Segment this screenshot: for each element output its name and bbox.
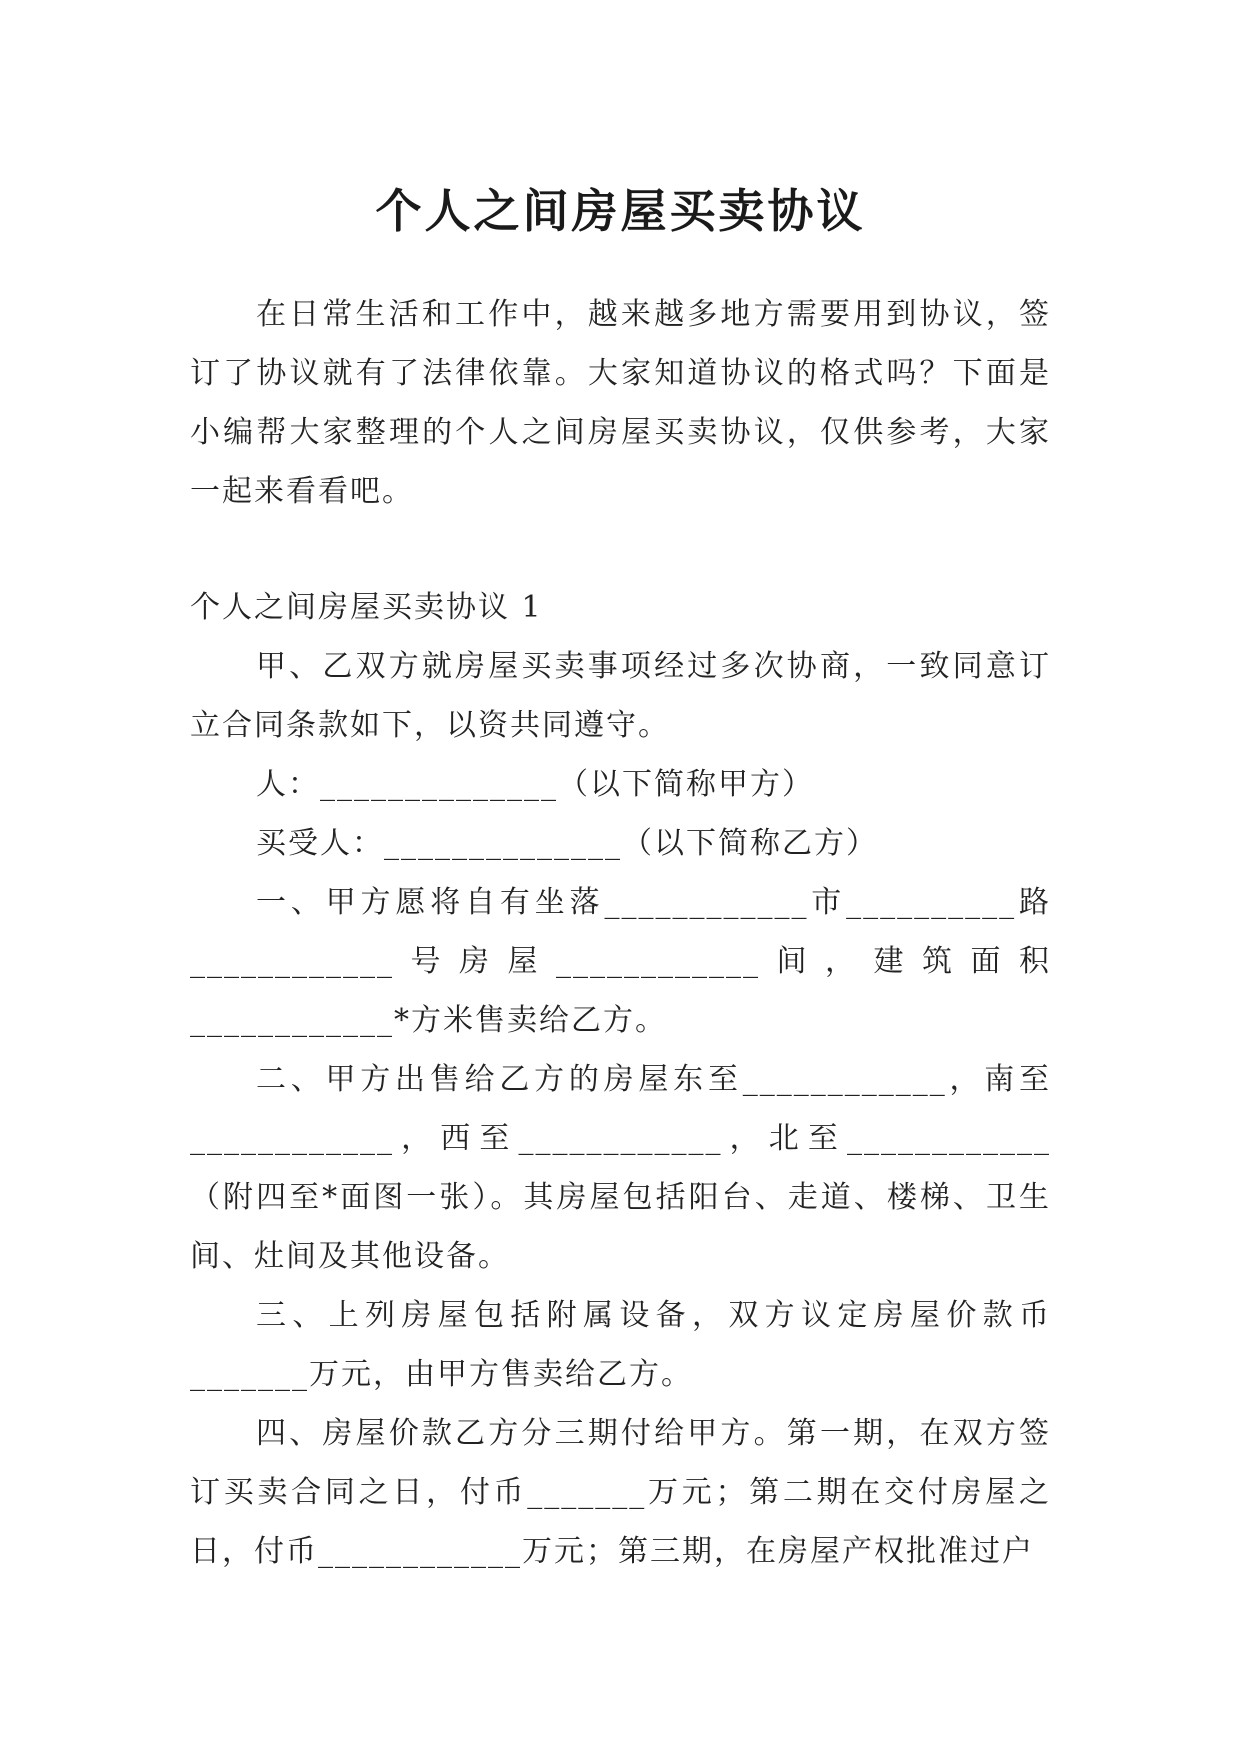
intro-paragraph: 在日常生活和工作中，越来越多地方需要用到协议，签订了协议就有了法律依靠。大家知道协议的格式吗？下面是小编帮大家整理的个人之间房屋买卖协议，仅供参考，大家一起来看看吧。 <box>190 297 1051 509</box>
clause-4: 四、房屋价款乙方分三期付给甲方。第一期，在双方签订买卖合同之日，付币_______万元；第二期在交付房屋之日，付币____________万元；第三期，在房屋产权批准过户 <box>190 1416 1051 1569</box>
paragraph-preamble: 甲、乙双方就房屋买卖事项经过多次协商，一致同意订立合同条款如下，以资共同遵守。 <box>190 649 1051 743</box>
section-heading: 个人之间房屋买卖协议 1 <box>190 590 543 625</box>
paragraph-buyer: 买受人：______________（以下简称乙方） <box>256 826 878 861</box>
clause-1: 一、甲方愿将自有坐落____________市__________路____________号房屋____________间，建筑面积____________*方米售卖给乙方。 <box>190 885 1051 1038</box>
document-title: 个人之间房屋买卖协议 <box>375 183 866 238</box>
intro-block <box>190 285 1051 521</box>
agreement-body <box>190 578 1051 1581</box>
paragraph-seller: 人：______________（以下简称甲方） <box>256 767 814 802</box>
clause-2: 二、甲方出售给乙方的房屋东至____________，南至____________，西至____________，北至____________（附四至*面图一张）。其房屋包括阳台、走道、楼梯、卫生间、灶间及其他设备。 <box>190 1062 1051 1274</box>
clause-3: 三、上列房屋包括附属设备，双方议定房屋价款币_______万元，由甲方售卖给乙方。 <box>190 1298 1051 1392</box>
